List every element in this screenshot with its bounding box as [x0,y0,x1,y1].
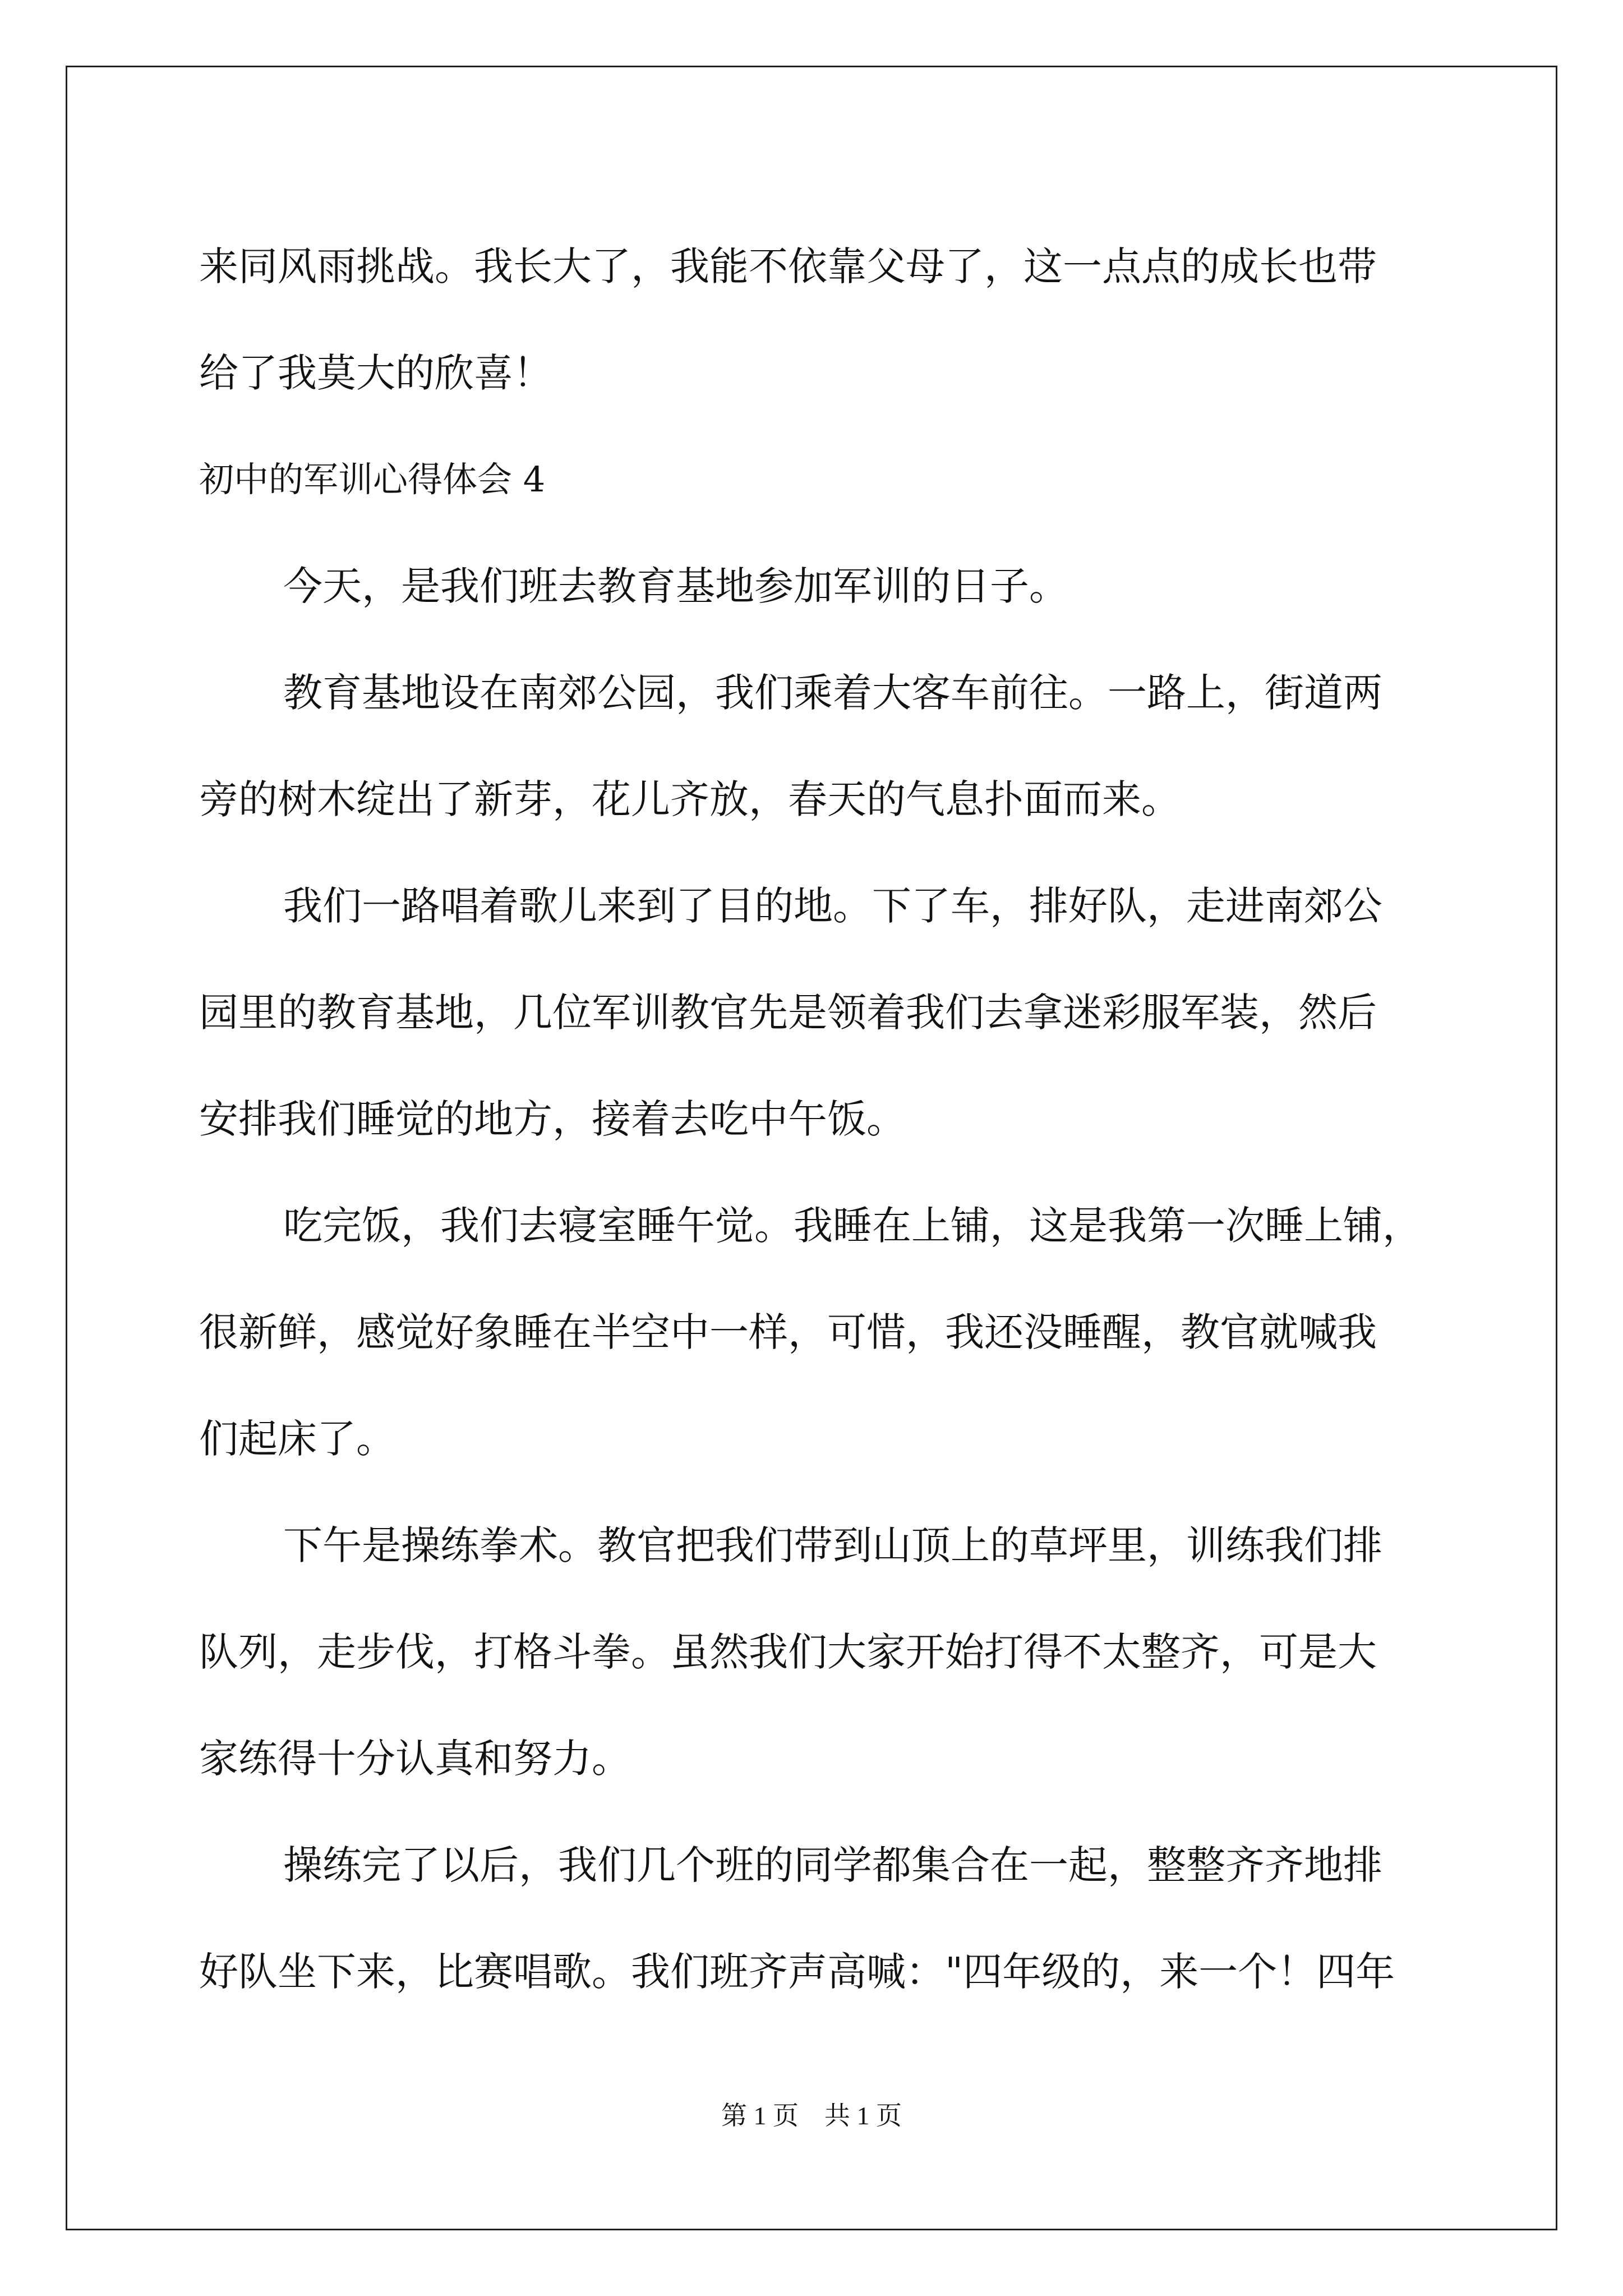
text-line: 家练得十分认真和努力。 [199,1736,631,1782]
text-line: 园里的教育基地，几位军训教官先是领着我们去拿迷彩服军装，然后 [199,990,1377,1036]
paragraph-first-line: 今天，是我们班去教育基地参加军训的日子。 [283,563,1068,609]
document-body [199,213,1433,2025]
page-footer: 第 1 页 共 1 页 [721,2101,902,2130]
paragraph-first-line: 吃完饭，我们去寝室睡午觉。我睡在上铺，这是我第一次睡上铺， [283,1203,1422,1249]
text-line: 旁的树木绽出了新芽，花儿齐放，春天的气息扑面而来。 [199,776,1181,822]
text-line: 很新鲜，感觉好象睡在半空中一样，可惜，我还没睡醒，教官就喊我 [199,1309,1377,1355]
paragraph-first-line: 操练完了以后，我们几个班的同学都集合在一起，整整齐齐地排 [283,1842,1382,1888]
text-line: 好队坐下来，比赛唱歌。我们班齐声高喊："四年级的，来一个！四年 [199,1949,1395,1995]
text-line: 们起床了。 [199,1416,395,1462]
paragraph-first-line: 我们一路唱着歌儿来到了目的地。下了车，排好队，走进南郊公 [283,883,1382,929]
text-line: 来同风雨挑战。我长大了，我能不依靠父母了，这一点点的成长也带 [199,243,1377,289]
text-line: 给了我莫大的欣喜！ [199,350,552,396]
paragraph-first-line: 下午是操练拳术。教官把我们带到山顶上的草坪里，训练我们排 [283,1522,1382,1568]
paragraph-first-line: 教育基地设在南郊公园，我们乘着大客车前往。一路上，街道两 [283,670,1382,716]
section-heading: 初中的军训心得体会 4 [199,459,546,500]
text-line: 队列，走步伐，打格斗拳。虽然我们大家开始打得不太整齐，可是大 [199,1629,1377,1675]
text-line: 安排我们睡觉的地方，接着去吃中午饭。 [199,1096,906,1142]
